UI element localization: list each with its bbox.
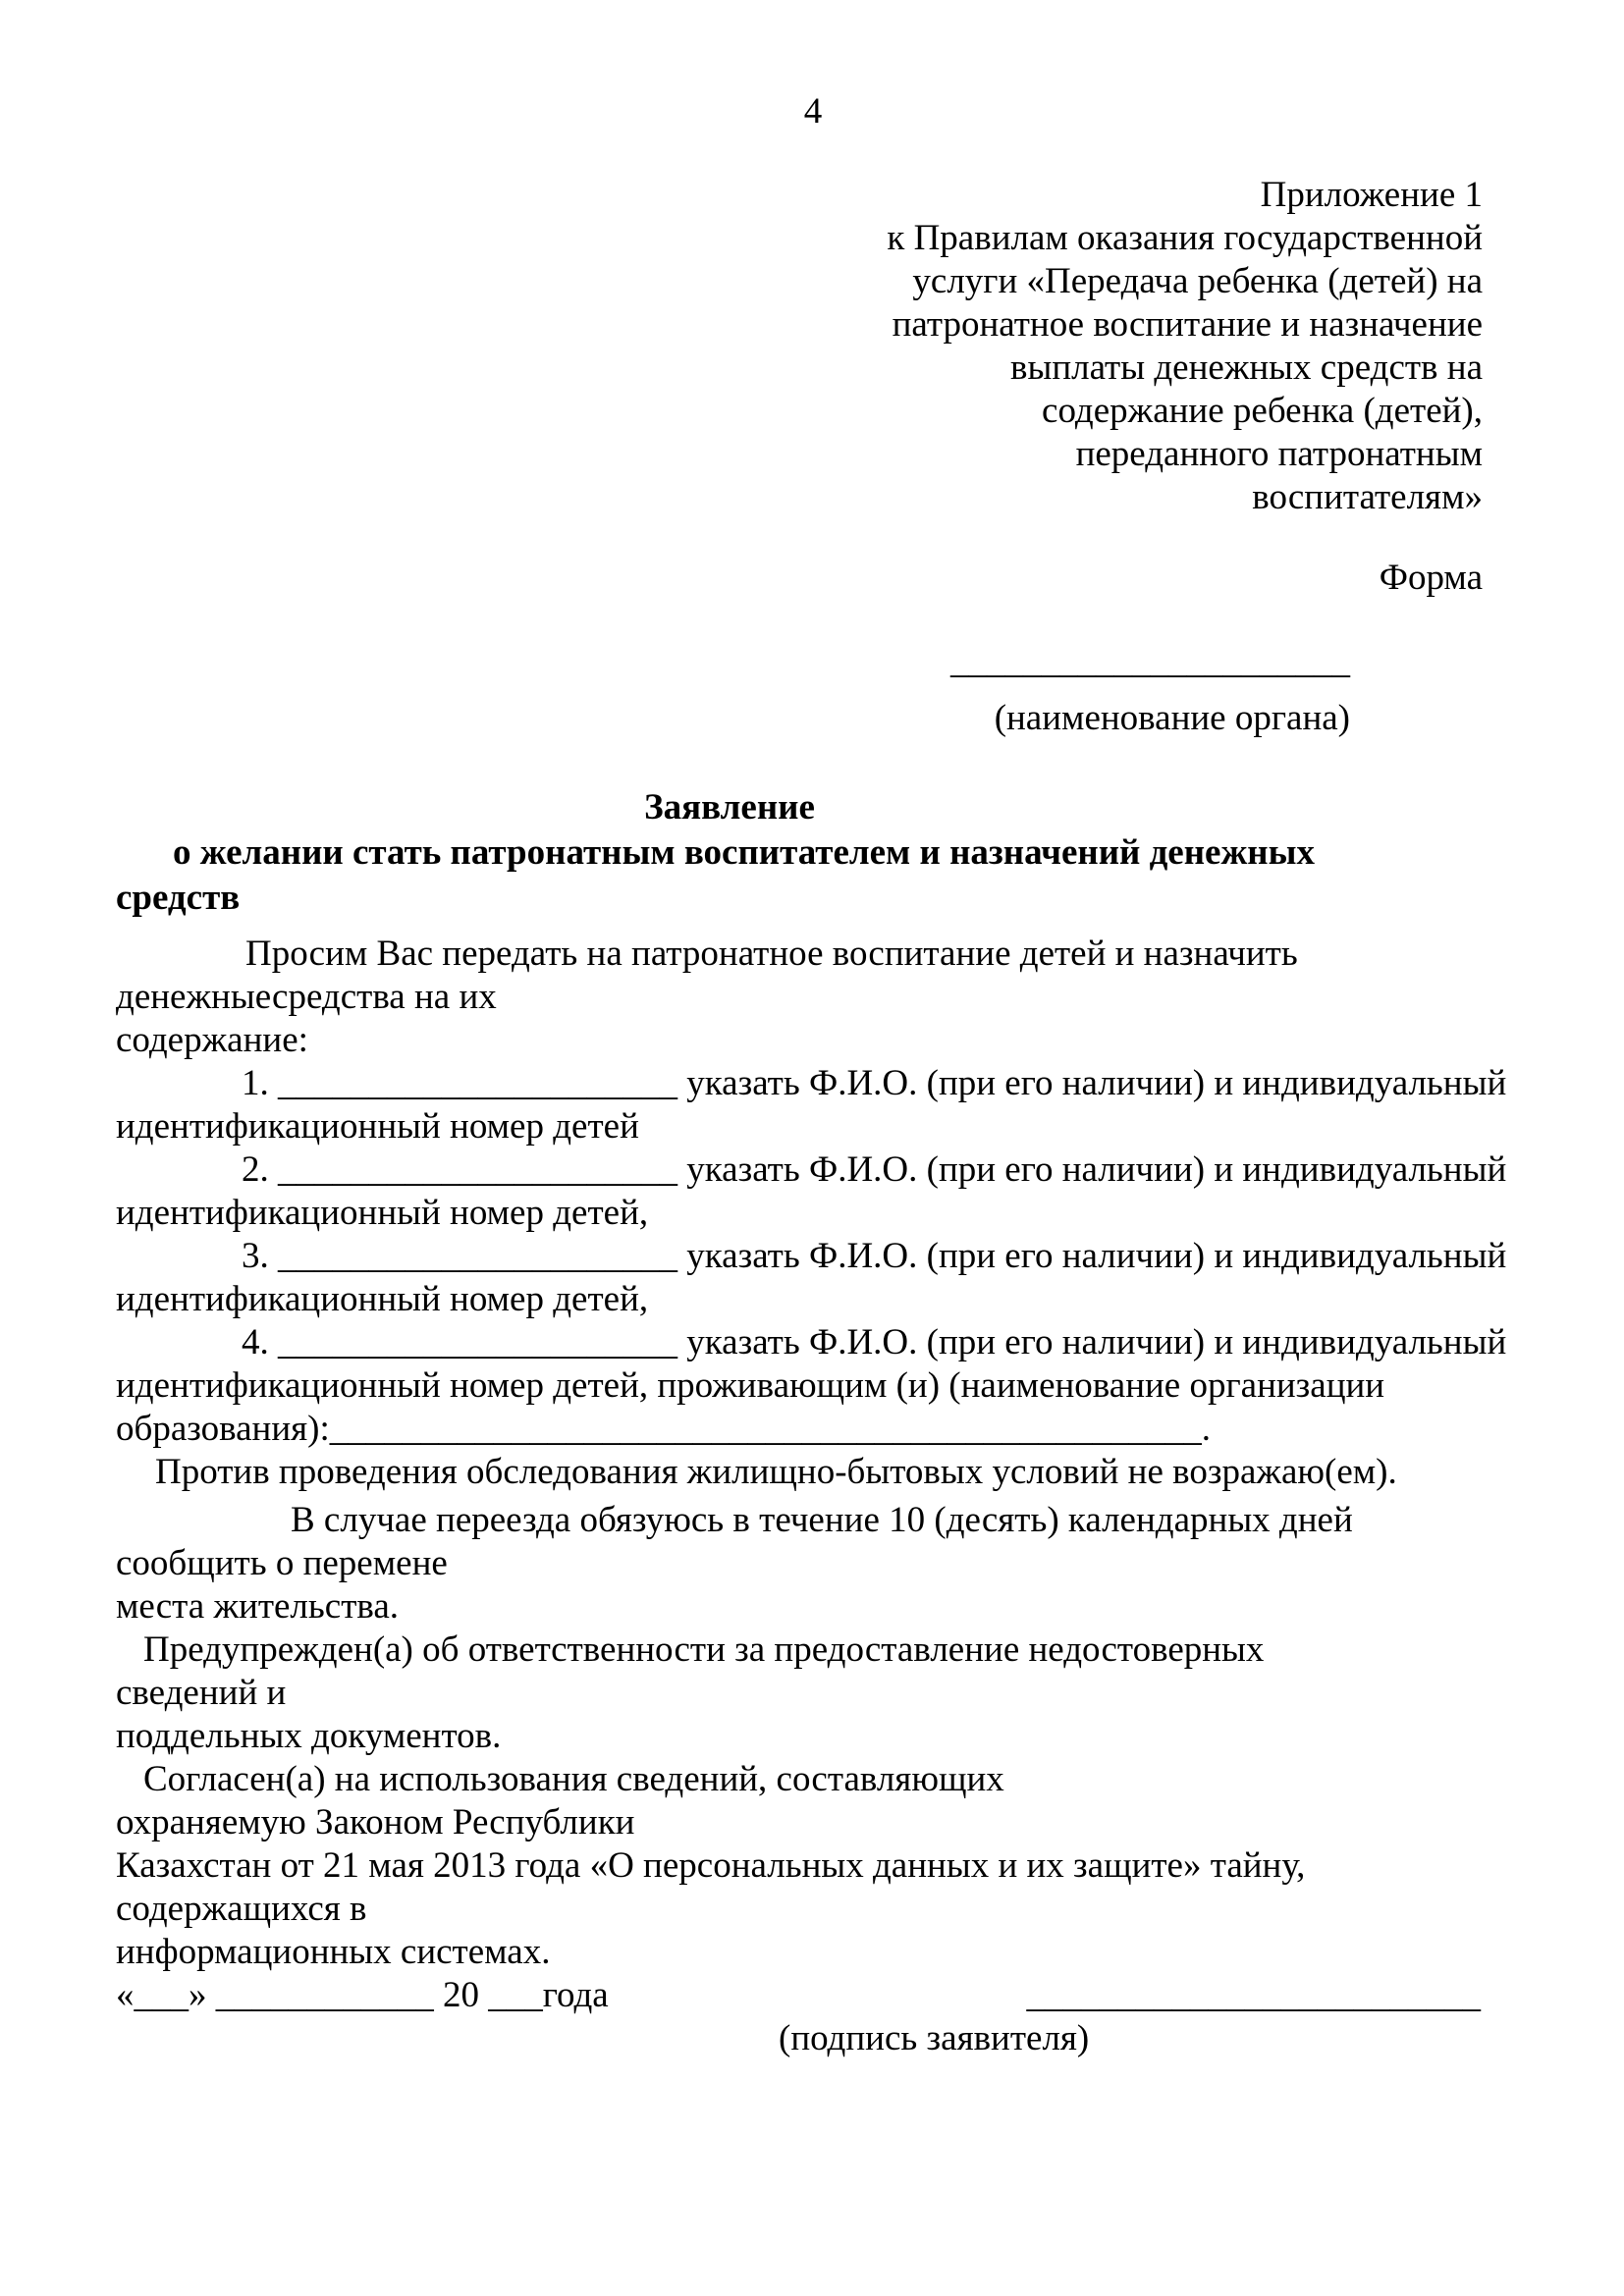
appendix-line: воспитателям» xyxy=(1252,477,1483,517)
body-line: содержащихся в xyxy=(116,1889,367,1929)
body-line: места жительства. xyxy=(116,1586,400,1627)
body-line: Казахстан от 21 мая 2013 года «О персональных данных и их защите» тайну, xyxy=(116,1845,1306,1886)
appendix-line: услуги «Передача ребенка (детей) на xyxy=(912,261,1483,301)
title-line-3: средств xyxy=(116,878,241,918)
signature-caption: (подпись заявителя) xyxy=(779,2018,1090,2058)
date-signature-row xyxy=(116,1974,1510,2017)
form-label: Форма xyxy=(1379,558,1483,598)
appendix-line: переданного патронатным xyxy=(1075,434,1483,474)
document-title xyxy=(116,785,1510,921)
body-line: идентификационный номер детей xyxy=(116,1106,639,1147)
signature-blank-line: _________________________ xyxy=(1026,1975,1481,2015)
body-line: 4. ______________________ указать Ф.И.О. (при его наличии) и индивидуальный xyxy=(242,1322,1507,1362)
body-line: 3. ______________________ указать Ф.И.О. (при его наличии) и индивидуальный xyxy=(242,1236,1507,1276)
body-line: Предупрежден(а) об ответственности за предоставление недостоверных xyxy=(143,1629,1265,1670)
body-line: образования):________________________________________________. xyxy=(116,1409,1212,1449)
body-line: идентификационный номер детей, проживающим (и) (наименование организации xyxy=(116,1365,1385,1406)
body-line: 1. ______________________ указать Ф.И.О. (при его наличии) и индивидуальный xyxy=(242,1063,1507,1103)
body-line: поддельных документов. xyxy=(116,1716,502,1756)
body-line: Просим Вас передать на патронатное воспитание детей и назначить xyxy=(245,934,1298,974)
application-body-text xyxy=(116,933,1510,1974)
body-line: денежныесредства на их xyxy=(116,977,497,1017)
body-line: идентификационный номер детей, xyxy=(116,1279,649,1319)
body-line: 2. ______________________ указать Ф.И.О. (при его наличии) и индивидуальный xyxy=(242,1149,1507,1190)
org-name-blank-line: ______________________ xyxy=(950,641,1350,681)
date-blank-line: «___» ____________ 20 ___года xyxy=(116,1975,609,2015)
appendix-line: патронатное воспитание и назначение xyxy=(892,304,1483,345)
body-line: сообщить о перемене xyxy=(116,1543,448,1583)
title-line-1: Заявление xyxy=(644,787,815,828)
appendix-line: Приложение 1 xyxy=(1260,175,1483,215)
appendix-line: содержание ребенка (детей), xyxy=(1042,391,1483,431)
body-line: информационных системах. xyxy=(116,1932,551,1972)
appendix-line: к Правилам оказания государственной xyxy=(887,218,1483,258)
body-line: сведений и xyxy=(116,1673,287,1713)
body-line: Согласен(а) на использования сведений, составляющих xyxy=(143,1759,1004,1799)
body-line: В случае переезда обязуюсь в течение 10 (десять) календарных дней xyxy=(291,1500,1353,1540)
body-line: Против проведения обследования жилищно-бытовых условий не возражаю(ем). xyxy=(155,1452,1397,1492)
body-line: содержание: xyxy=(116,1020,308,1060)
org-name-caption: (наименование органа) xyxy=(994,698,1350,738)
page-number: 4 xyxy=(803,91,823,132)
appendix-reference-block xyxy=(116,174,1510,519)
body-line: охраняемую Законом Республики xyxy=(116,1802,635,1842)
body-line: идентификационный номер детей, xyxy=(116,1193,649,1233)
title-line-2: о желании стать патронатным воспитателем и назначений денежных xyxy=(173,832,1316,873)
appendix-line: выплаты денежных средств на xyxy=(1010,347,1483,388)
